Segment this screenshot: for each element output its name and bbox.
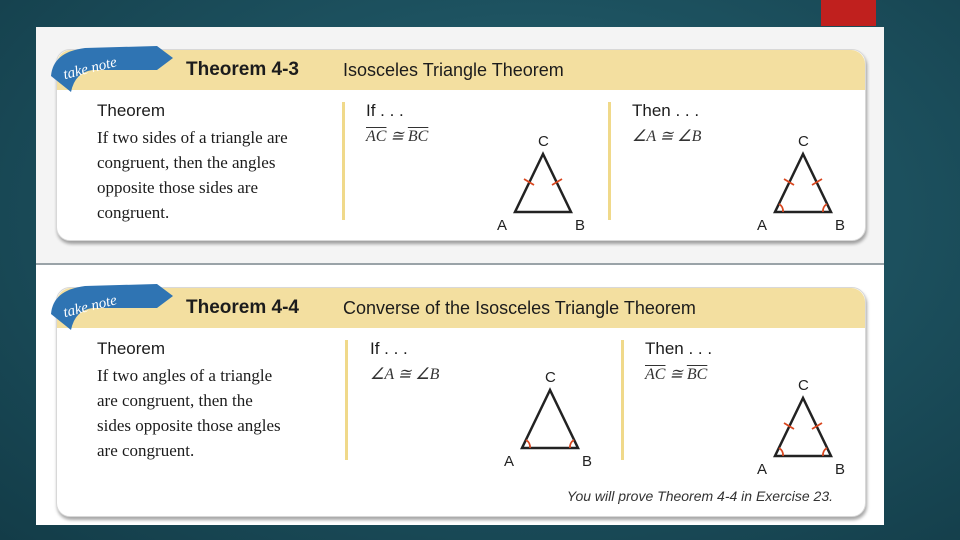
column-divider [621, 340, 624, 460]
column-divider [342, 102, 345, 220]
theorem-text: If two angles of a triangle are congruent, then the sides opposite those angles are congruent. [97, 366, 281, 460]
theorem-card [56, 49, 866, 241]
if-heading: If . . . [366, 101, 404, 120]
if-heading: If . . . [370, 339, 408, 358]
label-c: C [798, 377, 809, 394]
theorem-4-4-panel [36, 265, 884, 525]
theorem-4-3-panel [36, 27, 884, 263]
congruent-symbol: ≅ [390, 128, 404, 145]
take-note-badge [45, 40, 185, 100]
take-note-badge [45, 278, 185, 338]
label-c: C [545, 369, 556, 386]
take-note-label: take note [61, 54, 119, 84]
then-heading: Then . . . [632, 101, 700, 120]
then-heading: Then . . . [645, 339, 713, 358]
label-c: C [538, 133, 549, 150]
label-a: A [757, 461, 768, 478]
label-b: B [835, 217, 846, 234]
label-a: A [757, 217, 768, 234]
triangle-diagram-if [487, 130, 597, 234]
segment-bc: $\overline{BC}$ [686, 366, 708, 383]
theorem-text: If two sides of a triangle are congruent, then the angles opposite those sides are congruent. [97, 128, 288, 222]
segment-ac: $\overline{AC}$ [645, 366, 666, 383]
theorem-image [36, 27, 884, 525]
footnote: You will prove Theorem 4-4 in Exercise 23. [566, 488, 833, 504]
theorem-card [56, 287, 866, 517]
segment-ac: $\overline{AC}$ [366, 128, 387, 145]
red-corner-tab [821, 0, 876, 26]
congruent-symbol: ≅ [669, 366, 683, 383]
triangle-diagram-then [747, 374, 857, 478]
theorem-title: Converse of the Isosceles Triangle Theorem [343, 298, 696, 318]
label-b: B [575, 217, 586, 234]
theorem-title: Isosceles Triangle Theorem [343, 60, 564, 80]
column-divider [608, 102, 611, 220]
triangle-diagram-if [494, 366, 604, 470]
theorem-number: Theorem 4-3 [186, 59, 299, 80]
label-b: B [835, 461, 846, 478]
if-condition [366, 126, 428, 146]
theorem-number: Theorem 4-4 [186, 297, 299, 318]
if-condition: ∠A ≅ ∠B [370, 366, 440, 383]
then-conclusion [645, 364, 707, 384]
then-conclusion: ∠A ≅ ∠B [632, 128, 702, 145]
label-a: A [504, 453, 515, 470]
label-b: B [582, 453, 593, 470]
theorem-heading: Theorem [97, 339, 166, 358]
label-c: C [798, 133, 809, 150]
take-note-label: take note [61, 292, 119, 322]
label-a: A [497, 217, 508, 234]
column-divider [345, 340, 348, 460]
segment-bc: $\overline{BC}$ [407, 128, 429, 145]
theorem-heading: Theorem [97, 101, 166, 120]
triangle-diagram-then [747, 130, 857, 234]
